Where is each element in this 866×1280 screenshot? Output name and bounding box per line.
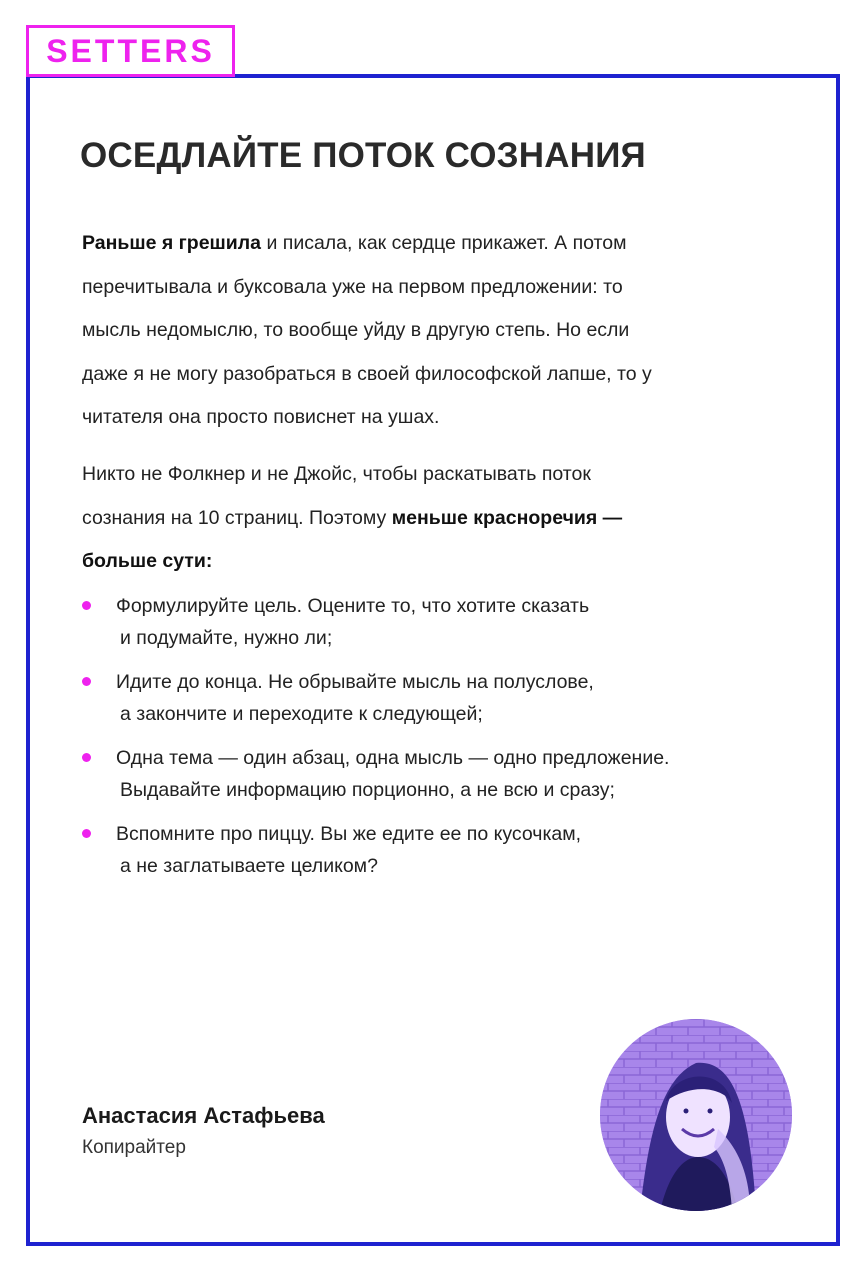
- intro-line-1: и писала, как сердце прикажет. А потом: [261, 232, 627, 254]
- intro-paragraph: [82, 222, 802, 440]
- bullet-dot-icon: [82, 753, 91, 762]
- second-bold-1: меньше красноречия —: [391, 506, 623, 529]
- brand-logo: [26, 25, 235, 77]
- bullet-dot-icon: [82, 677, 91, 686]
- intro-bold-lead: Раньше я грешила: [82, 232, 262, 254]
- avatar: [600, 1019, 792, 1211]
- page-title: ОСЕДЛАЙТЕ ПОТОК СОЗНАНИЯ: [80, 136, 646, 175]
- second-line-2: сознания на 10 страниц. Поэтому: [82, 506, 392, 529]
- tip-line-2: а закончите и переходите к следующей;: [120, 703, 483, 725]
- intro-line-4: даже я не могу разобраться в своей философской лапше, то у: [82, 362, 652, 385]
- second-paragraph: [82, 453, 802, 584]
- intro-line-3: мысль недомыслю, то вообще уйду в другую степь. Но если: [82, 319, 630, 341]
- tip-line-1: Формулируйте цель. Оцените то, что хотите сказать: [116, 595, 590, 617]
- intro-line-5: читателя она просто повиснет на ушах.: [82, 406, 440, 428]
- bullet-dot-icon: [82, 601, 91, 610]
- tip-line-1: Идите до конца. Не обрывайте мысль на полуслове,: [116, 671, 594, 693]
- list-item: [82, 742, 822, 806]
- bullet-dot-icon: [82, 829, 91, 838]
- author-name: Анастасия Астафьева: [82, 1103, 325, 1128]
- list-item: [82, 666, 822, 730]
- intro-line-2: перечитывала и буксовала уже на первом предложении: то: [82, 275, 623, 298]
- author-role: Копирайтер: [82, 1137, 186, 1158]
- list-item: [82, 818, 822, 882]
- tip-line-1: Вспомните про пиццу. Вы же едите ее по кусочкам,: [116, 823, 582, 845]
- tip-line-1: Одна тема — один абзац, одна мысль — одно предложение.: [116, 747, 670, 769]
- avatar-portrait-icon: [600, 1019, 792, 1211]
- tip-line-2: и подумайте, нужно ли;: [120, 627, 333, 649]
- tips-list: [82, 590, 822, 894]
- brand-logo-text: SETTERS: [46, 32, 215, 69]
- second-bold-2: больше сути:: [82, 550, 213, 572]
- second-line-1: Никто не Фолкнер и не Джойс, чтобы раскатывать поток: [82, 463, 591, 485]
- tip-line-2: а не заглатываете целиком?: [120, 855, 378, 877]
- tip-line-2: Выдавайте информацию порционно, а не всю и сразу;: [120, 779, 615, 801]
- list-item: [82, 590, 822, 654]
